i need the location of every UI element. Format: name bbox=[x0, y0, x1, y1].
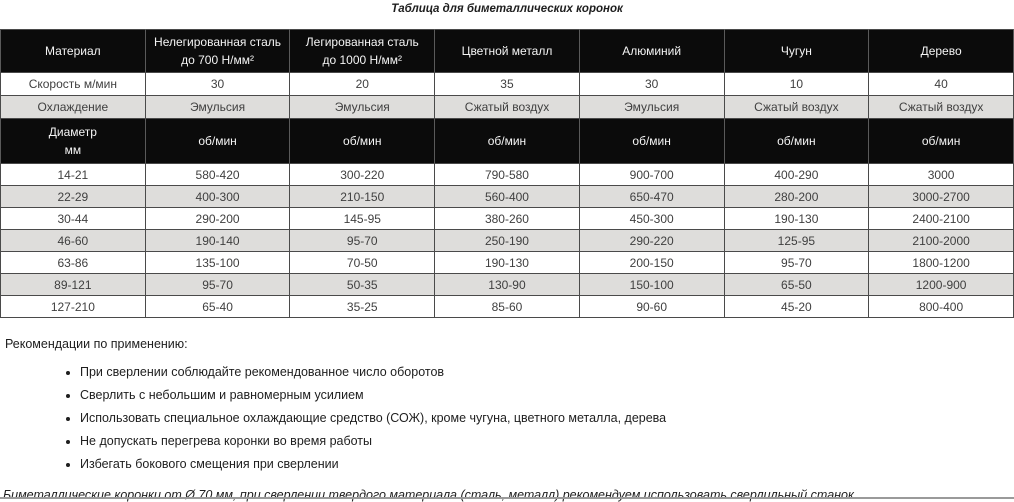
table-row bbox=[1, 186, 1014, 208]
rpm-value-cell: 250-190 bbox=[435, 230, 580, 252]
table-row bbox=[1, 252, 1014, 274]
diameter-header-cell bbox=[1, 119, 146, 164]
rpm-value-cell: 95-70 bbox=[724, 252, 869, 274]
rpm-value-cell: 65-50 bbox=[724, 274, 869, 296]
materials-header-row bbox=[1, 30, 1014, 73]
diameter-cell: 22-29 bbox=[1, 186, 146, 208]
material-name: Легированная сталь bbox=[305, 35, 419, 49]
diameter-label: Диаметр bbox=[48, 125, 97, 139]
cooling-row-label: Охлаждение bbox=[1, 96, 146, 119]
rpm-value-cell: 450-300 bbox=[579, 208, 724, 230]
recommendation-item: • Сверлить с небольшим и равномерным усилием bbox=[80, 389, 1014, 402]
diameter-cell: 63-86 bbox=[1, 252, 146, 274]
rpm-value-cell: 560-400 bbox=[435, 186, 580, 208]
diameter-cell: 14-21 bbox=[1, 164, 146, 186]
material-strength: до 1000 Н/мм² bbox=[322, 53, 403, 67]
cooling-value-cell: Сжатый воздух bbox=[869, 96, 1014, 119]
rpm-value-cell: 130-90 bbox=[435, 274, 580, 296]
speed-value-cell: 30 bbox=[145, 73, 290, 96]
rpm-value-cell: 3000-2700 bbox=[869, 186, 1014, 208]
cooling-value-cell: Сжатый воздух bbox=[724, 96, 869, 119]
recommendation-item: • Избегать бокового смещения при сверлении bbox=[80, 458, 1014, 471]
rpm-value-cell: 150-100 bbox=[579, 274, 724, 296]
material-strength: до 700 Н/мм² bbox=[181, 53, 254, 67]
material-name: Нелегированная сталь bbox=[154, 35, 282, 49]
rpm-value-cell: 190-130 bbox=[724, 208, 869, 230]
recommendations-list bbox=[0, 366, 1014, 471]
rpm-value-cell: 70-50 bbox=[290, 252, 435, 274]
diameter-unit-label: мм bbox=[64, 143, 82, 157]
rpm-value-cell: 280-200 bbox=[724, 186, 869, 208]
speed-value-cell: 30 bbox=[579, 73, 724, 96]
table-row bbox=[1, 296, 1014, 318]
speed-value-cell: 20 bbox=[290, 73, 435, 96]
speed-value-cell: 40 bbox=[869, 73, 1014, 96]
rpm-value-cell: 145-95 bbox=[290, 208, 435, 230]
material-corner-cell: Материал bbox=[1, 30, 146, 73]
bimetal-crown-table bbox=[0, 29, 1014, 318]
rpm-value-cell: 3000 bbox=[869, 164, 1014, 186]
material-column-header bbox=[290, 30, 435, 73]
rpm-value-cell: 50-35 bbox=[290, 274, 435, 296]
rpm-value-cell: 1200-900 bbox=[869, 274, 1014, 296]
bottom-divider bbox=[0, 497, 1014, 499]
recommendation-item: • Использовать специальное охлаждающие средство (СОЖ), кроме чугуна, цветного металла, дерева bbox=[80, 412, 1014, 425]
cooling-value-cell: Эмульсия bbox=[145, 96, 290, 119]
rpm-value-cell: 290-220 bbox=[579, 230, 724, 252]
diameter-header-row bbox=[1, 119, 1014, 164]
diameter-cell: 30-44 bbox=[1, 208, 146, 230]
rpm-value-cell: 400-300 bbox=[145, 186, 290, 208]
rpm-value-cell: 2400-2100 bbox=[869, 208, 1014, 230]
rpm-value-cell: 300-220 bbox=[290, 164, 435, 186]
material-column-header: Цветной металл bbox=[435, 30, 580, 73]
rpm-unit-cell: об/мин bbox=[579, 119, 724, 164]
rpm-value-cell: 135-100 bbox=[145, 252, 290, 274]
rpm-value-cell: 85-60 bbox=[435, 296, 580, 318]
rpm-value-cell: 290-200 bbox=[145, 208, 290, 230]
rpm-value-cell: 200-150 bbox=[579, 252, 724, 274]
speed-value-cell: 35 bbox=[435, 73, 580, 96]
speed-value-cell: 10 bbox=[724, 73, 869, 96]
diameter-cell: 127-210 bbox=[1, 296, 146, 318]
diameter-cell: 89-121 bbox=[1, 274, 146, 296]
rpm-value-cell: 900-700 bbox=[579, 164, 724, 186]
rpm-value-cell: 210-150 bbox=[290, 186, 435, 208]
rpm-unit-cell: об/мин bbox=[724, 119, 869, 164]
rpm-unit-cell: об/мин bbox=[869, 119, 1014, 164]
rpm-value-cell: 95-70 bbox=[290, 230, 435, 252]
rpm-value-cell: 90-60 bbox=[579, 296, 724, 318]
rpm-value-cell: 45-20 bbox=[724, 296, 869, 318]
rpm-value-cell: 65-40 bbox=[145, 296, 290, 318]
diameter-cell: 46-60 bbox=[1, 230, 146, 252]
rpm-value-cell: 2100-2000 bbox=[869, 230, 1014, 252]
table-row bbox=[1, 230, 1014, 252]
rpm-value-cell: 95-70 bbox=[145, 274, 290, 296]
cooling-row bbox=[1, 96, 1014, 119]
material-column-header: Дерево bbox=[869, 30, 1014, 73]
rpm-value-cell: 790-580 bbox=[435, 164, 580, 186]
rpm-unit-cell: об/мин bbox=[145, 119, 290, 164]
recommendation-item: • Не допускать перегрева коронки во время работы bbox=[80, 435, 1014, 448]
material-column-header: Алюминий bbox=[579, 30, 724, 73]
rpm-value-cell: 580-420 bbox=[145, 164, 290, 186]
speed-row bbox=[1, 73, 1014, 96]
rpm-value-cell: 1800-1200 bbox=[869, 252, 1014, 274]
rpm-unit-cell: об/мин bbox=[435, 119, 580, 164]
recommendations-title: Рекомендации по применению: bbox=[5, 337, 188, 351]
table-row bbox=[1, 164, 1014, 186]
rpm-value-cell: 190-130 bbox=[435, 252, 580, 274]
speed-row-label: Скорость м/мин bbox=[1, 73, 146, 96]
rpm-value-cell: 650-470 bbox=[579, 186, 724, 208]
material-column-header: Чугун bbox=[724, 30, 869, 73]
rpm-value-cell: 190-140 bbox=[145, 230, 290, 252]
cooling-value-cell: Эмульсия bbox=[579, 96, 724, 119]
recommendation-item: • При сверлении соблюдайте рекомендованное число оборотов bbox=[80, 366, 1014, 379]
table-row bbox=[1, 274, 1014, 296]
rpm-value-cell: 380-260 bbox=[435, 208, 580, 230]
rpm-unit-cell: об/мин bbox=[290, 119, 435, 164]
rpm-value-cell: 800-400 bbox=[869, 296, 1014, 318]
table-row bbox=[1, 208, 1014, 230]
footer-note: Биметаллические коронки от Ø 70 мм, при сверлении твердого материала (сталь, металл) рекомендуем использовать сверлильный станок. bbox=[3, 488, 858, 502]
rpm-value-cell: 400-290 bbox=[724, 164, 869, 186]
material-column-header bbox=[145, 30, 290, 73]
rpm-value-cell: 35-25 bbox=[290, 296, 435, 318]
rpm-value-cell: 125-95 bbox=[724, 230, 869, 252]
page-title: Таблица для биметаллических коронок bbox=[391, 3, 623, 15]
cooling-value-cell: Сжатый воздух bbox=[435, 96, 580, 119]
cooling-value-cell: Эмульсия bbox=[290, 96, 435, 119]
